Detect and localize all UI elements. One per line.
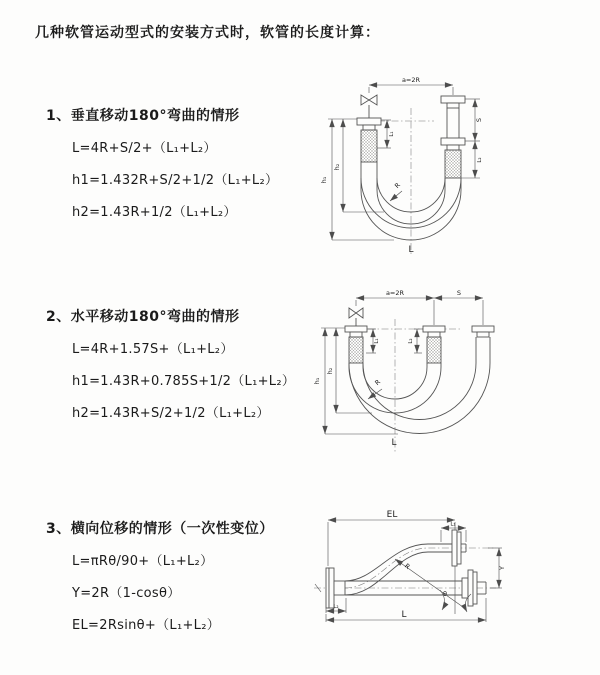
valve-icon [349, 308, 363, 318]
section-1 [46, 105, 316, 233]
page-title: 几种软管运动型式的安装方式时，软管的长度计算： [35, 25, 380, 41]
dim-label-fitting-top: L₁ [450, 521, 456, 528]
formula-line: h1=1.43R+0.785S+1/2（L₁+L₂） [72, 374, 296, 389]
formula-line: h2=1.43R+S/2+1/2（L₁+L₂） [72, 406, 270, 421]
dim-label-extended-length: EL [386, 510, 398, 520]
braided-hose-section [349, 337, 363, 363]
formula-line: Y=2R（1-cosθ） [72, 586, 181, 601]
dim-label-h2: h₂ [333, 163, 341, 171]
section-3 [46, 518, 316, 646]
dim-label-fitting-left: L₁ [374, 338, 380, 344]
formula-line: h1=1.432R+S/2+1/2（L₁+L₂） [72, 173, 279, 188]
right-pipe-assembly [472, 326, 494, 359]
dim-label-h1: h₁ [313, 377, 321, 385]
dim-label-fitting-bottom: L₂ [333, 604, 339, 610]
middle-pipe-assembly [423, 326, 445, 363]
diagram-vertical-travel [312, 70, 597, 260]
dim-label-radius: R [393, 181, 403, 191]
dim-label-h2: h₂ [326, 367, 334, 375]
dim-label-length: L [401, 610, 407, 620]
formula-line: h2=1.43R+1/2（L₁+L₂） [72, 205, 237, 220]
dim-label-radius: R [402, 561, 412, 571]
formula-line: L=4R+S/2+（L₁+L₂） [72, 141, 217, 156]
left-pipe-assembly [357, 118, 381, 162]
section-2 [46, 306, 316, 434]
formula-line: L=4R+1.57S+（L₁+L₂） [72, 342, 234, 357]
section-2-heading: 2、水平移动180°弯曲的情形 [46, 309, 240, 325]
valve-icon [361, 95, 377, 105]
dim-label-travel: S [456, 289, 462, 297]
dim-label-angle: θ [443, 590, 447, 598]
braided-hose-section [445, 150, 461, 178]
dim-label-fitting-right: L₂ [477, 157, 483, 163]
section-3-heading: 3、横向位移的情形（一次性变位） [46, 521, 274, 537]
right-pipe-assembly [441, 96, 465, 178]
hose-curves [349, 359, 490, 434]
dim-label-span: a=2R [385, 289, 405, 297]
braided-hose-section [361, 130, 377, 162]
dim-label-radius: R [373, 377, 383, 387]
dim-label-fitting-mid: L₂ [408, 338, 414, 344]
dim-label-span: a=2R [401, 76, 421, 84]
dim-label-h1: h₁ [320, 176, 328, 184]
section-1-heading: 1、垂直移动180°弯曲的情形 [46, 108, 240, 124]
dim-label-length: L [408, 245, 414, 255]
left-pipe-assembly [345, 326, 367, 363]
dim-label-offset: Y [498, 566, 506, 570]
left-flange-assembly [326, 568, 345, 608]
diagram-horizontal-travel [310, 283, 600, 458]
dim-label-travel: S [475, 117, 483, 123]
formula-line: L=πRθ/90+（L₁+L₂） [72, 554, 214, 569]
dim-label-length: L [391, 438, 397, 448]
diagram-lateral-offset [300, 502, 600, 642]
hose-offset-position [345, 530, 466, 595]
braided-hose-section [427, 337, 441, 363]
formula-line: EL=2Rsinθ+（L₁+L₂） [72, 618, 221, 633]
dim-label-fitting-left: L₁ [389, 131, 395, 137]
